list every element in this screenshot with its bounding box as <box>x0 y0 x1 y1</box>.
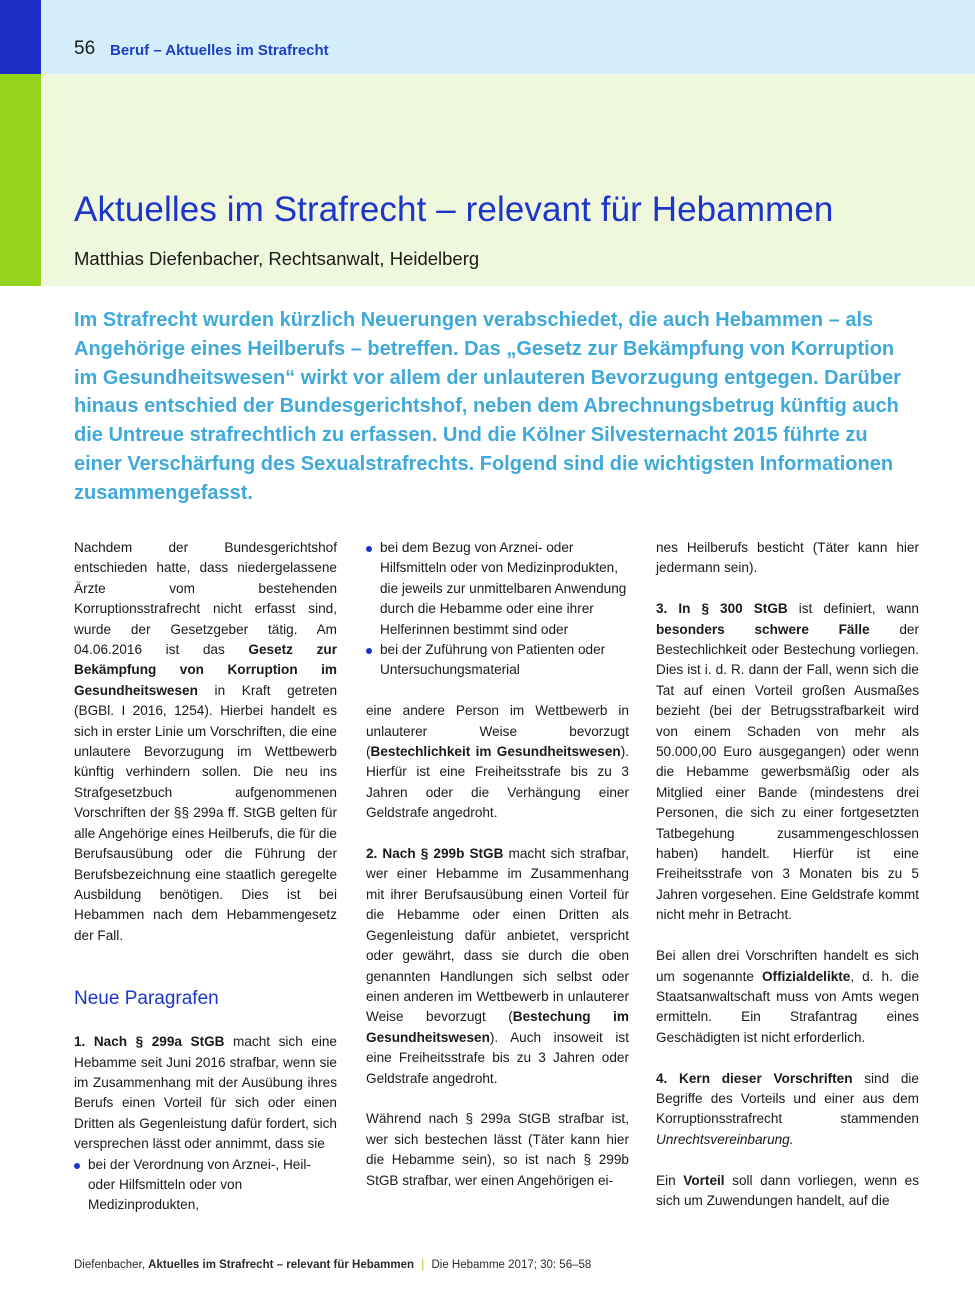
footer-separator: | <box>421 1259 425 1271</box>
article-lead: Im Strafrecht wurden kürzlich Neuerungen verabschiedet, die auch Hebammen – als Angehörige eines Heilberufs – betreffen. Das „Gesetz zur Bekämpfung von Korruption im Gesundheitswesen“ wirkt vor allem der unlauteren Bevorzugung entgegen. Darüber hinaus entschied der Bundesgerichtshof, neben dem Abrechnungsbetrug künftig auch die Untreue strafrechtlich zu erfassen. Und die Kölner Silvesternacht 2015 führte zu einer Verschärfung des Sexualstrafrechts. Folgend sind die wichtigsten Informationen zusammengefasst. <box>74 309 901 504</box>
paragraph-300: 3. In § 300 StGB ist definiert, wann besonders schwere Fälle der Bestechlichkeit oder Bestechung vorliegen. Dies ist i. d. R. dann der Fall, wenn sich die Tat auf einen Vorteil großen Ausmaßes bezieht (bei der Betrugsstrafbarkeit wird von einem Schaden von mehr als 50.000,00 Euro ausgegangen) oder wenn die Hebamme gewerbsmäßig oder als Mitglied einer Bande (mindestens drei Personen, die sich zu einer fortgesetzten Tatbegehung zusammengeschlossen haben) handelt. Hierfür ist eine Freiheitsstrafe von 3 Monaten bis zu 5 Jahren vorgesehen. Eine Geldstrafe kommt nicht mehr in Betracht. <box>656 601 920 923</box>
paragraph-vorteil: Ein Vorteil soll dann vorliegen, wenn es sich um Zuwendungen handelt, auf die <box>656 1172 920 1208</box>
text-column-3 <box>656 538 919 1211</box>
intro-paragraph: Nachdem der Bundesgerichtshof entschieden hatte, dass niedergelassene Ärzte vom bestehenden Korruptionsstrafrecht nicht erfasst sind, wurde der Gesetzgeber tätig. Am 04.06.2016 ist das Gesetz zur Bekämpfung von Korruption im Gesundheitswesen in Kraft getreten (BGBl. I 2016, 1254). Hierbei handelt es sich in erster Linie um Vorschriften, die eine unlautere Bevorzugung im Wettbewerb künftig verhindern sollen. Die neu ins Strafgesetzbuch aufgenommenen Vorschriften der §§ 299a ff. StGB gelten für alle Angehörige eines Heilberufs, die für die Berufsausübung oder die Führung der Berufsbezeichnung eine staatlich geregelte Ausbildung benötigen. Dies ist bei Hebammen nach dem Hebammengesetz der Fall. <box>74 540 337 943</box>
bullet-list <box>366 538 629 681</box>
text-column-1 <box>74 538 337 1216</box>
paragraph-299b: 2. Nach § 299b StGB macht sich strafbar, wer einer Hebamme im Zusammenhang mit ihrer Berufsausübung einen Vorteil für die Hebamme oder einen Dritten als Gegenleistung dafür anbietet, verspricht oder gewährt, dass sie durch die oben genannten Handlungen sich selbst oder einen anderen im Wettbewerb in unlauterer Weise bevorzugt (Bestechung im Gesundheitswesen). Auch insoweit ist eine Freiheitsstrafe bis zu 3 Jahren oder Geldstrafe angedroht. <box>366 846 629 1086</box>
section-heading: Neue Paragrafen <box>74 988 219 1010</box>
title-band-accent <box>0 74 41 286</box>
paragraph-comparison: Während nach § 299a StGB strafbar ist, wer sich bestechen lässt (Täter kann hier die Hebamme sein), so ist nach § 299b StGB strafbar, wer einen Angehörigen ei- <box>366 1111 629 1188</box>
page-number: 56 <box>74 38 96 59</box>
section-label: Beruf – Aktuelles im Strafrecht <box>110 42 329 59</box>
article-author: Matthias Diefenbacher, Rechtsanwalt, Heidelberg <box>74 248 480 269</box>
footer-citation: Die Hebamme 2017; 30: 56–58 <box>431 1259 592 1271</box>
list-item: bei dem Bezug von Arznei- oder Hilfsmitteln oder von Medizinprodukten, die jeweils zur unmittelbaren Anwendung durch die Hebamme oder eine ihrer Helferinnen bestimmt sind oder <box>366 538 629 640</box>
text-column-2 <box>366 538 629 1191</box>
paragraph-continuation: nes Heilberufs besticht (Täter kann hier jedermann sein). <box>656 540 919 576</box>
bullet-list <box>74 1155 337 1216</box>
header-color-block <box>0 0 41 74</box>
list-item: bei der Zuführung von Patienten oder Untersuchungsmaterial <box>366 640 629 681</box>
footer-title: Aktuelles im Strafrecht – relevant für Hebammen <box>148 1259 415 1271</box>
article-title: Aktuelles im Strafrecht – relevant für Hebammen <box>74 190 834 229</box>
paragraph-kern: 4. Kern dieser Vorschriften sind die Begriffe des Vorteils und einer aus dem Korruptionsstrafrecht stammenden Unrechtsvereinbarung. <box>656 1070 919 1147</box>
header-bar <box>0 0 975 74</box>
page-footer <box>74 1259 591 1271</box>
paragraph-bestechlichkeit: eine andere Person im Wettbewerb in unlauterer Weise bevorzugt (Bestechlichkeit im Gesundheitswesen). Hierfür ist eine Freiheitsstrafe bis zu 3 Jahren oder die Verhängung einer Geldstrafe angedroht. <box>366 703 629 821</box>
footer-author: Diefenbacher, <box>74 1259 145 1271</box>
list-item: bei der Verordnung von Arznei-, Heil- oder Hilfsmitteln oder von Medizinprodukten, <box>74 1155 337 1216</box>
paragraph-offizialdelikte: Bei allen drei Vorschriften handelt es sich um sogenannte Offizialdelikte, d. h. die Staatsanwaltschaft muss von Amts wegen ermitteln. Ein Strafantrag eines Geschädigten ist nicht erforderlich. <box>656 948 920 1045</box>
paragraph-299a: 1. Nach § 299a StGB macht sich eine Hebamme seit Juni 2016 strafbar, wenn sie im Zusammenhang mit der Ausübung ihres Berufs einen Vorteil für sich oder einen Dritten als Gegenleistung dafür fordert, sich versprechen lässt oder annimmt, dass sie <box>74 1034 337 1152</box>
